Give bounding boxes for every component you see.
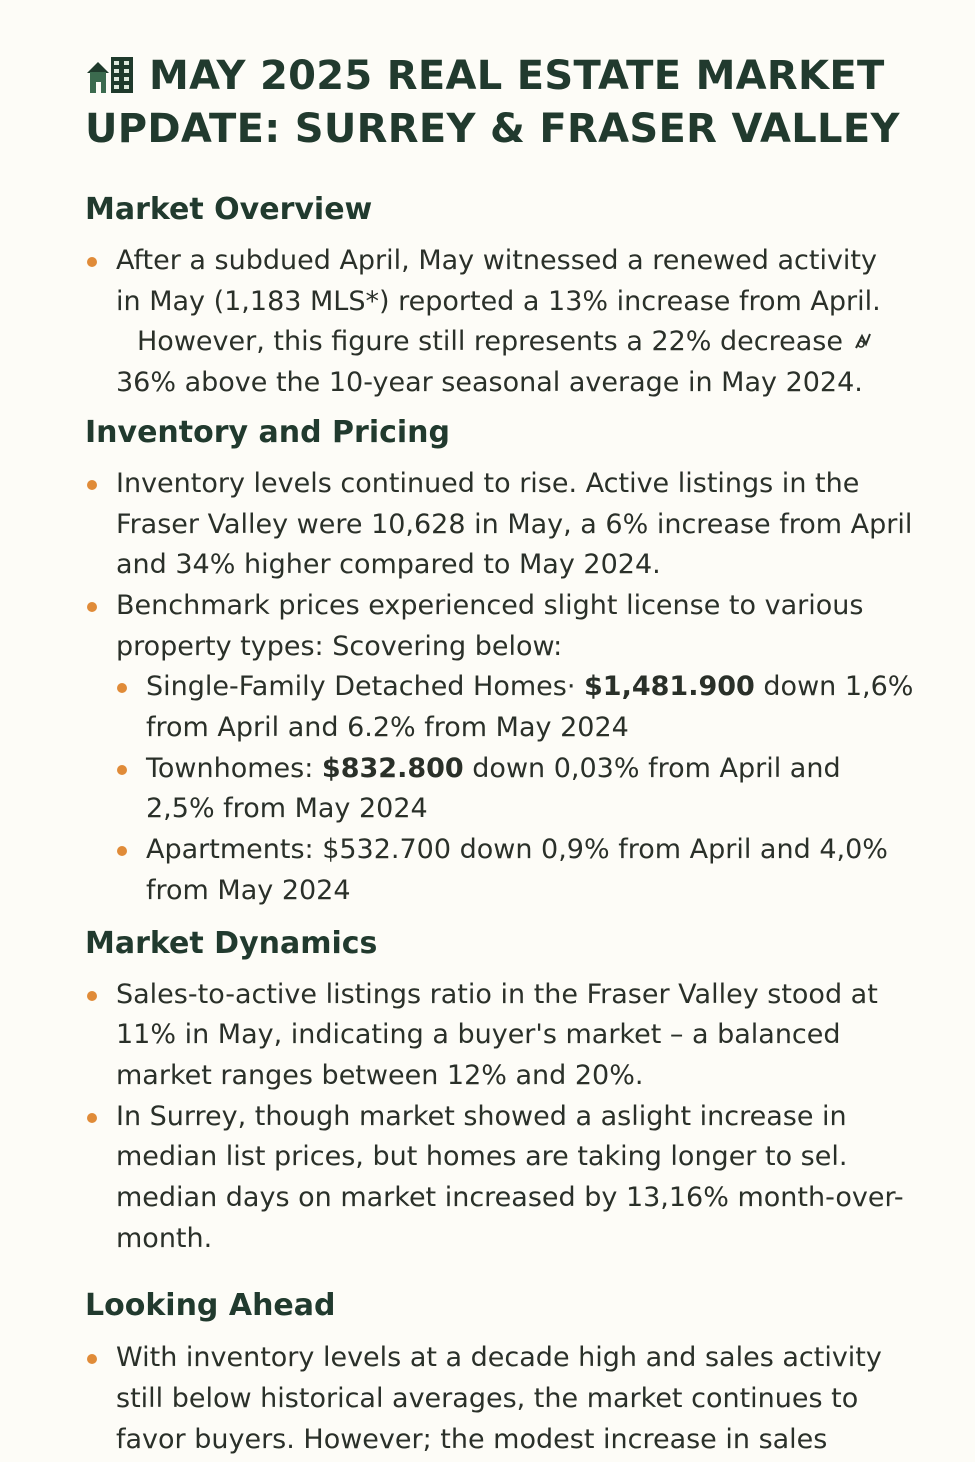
- list-looking-ahead: [85, 1338, 915, 1460]
- heading-looking-ahead: Looking Ahead: [85, 1288, 336, 1324]
- detached-change: down 1,6% from April and 6.2% from May 2024: [146, 671, 914, 744]
- list-inventory-pricing: [85, 464, 915, 912]
- overview-line-3: However, this figure still represents a 22% decrease: [137, 326, 843, 358]
- scribble-icon: [852, 330, 874, 352]
- list-market-overview: [85, 241, 915, 404]
- townhomes-change: down 0,03% from April and 2,5% from May 2024: [146, 752, 841, 825]
- overview-line-4: 36% above the 10-year seasonal average in May 2024.: [116, 367, 863, 399]
- heading-inventory-pricing: Inventory and Pricing: [85, 414, 451, 450]
- list-item: Benchmark prices experienced slight license to various property types: Scovering below:: [85, 586, 915, 667]
- list-item-detached: [115, 667, 915, 748]
- page-title: [85, 50, 915, 156]
- list-item-apartments: Apartments: $532.700 down 0,9% from April and 4,0% from May 2024: [115, 830, 915, 911]
- list-market-dynamics: [85, 975, 915, 1260]
- overview-line-1: After a subdued April, May witnessed a renewed activity: [116, 245, 877, 276]
- overview-line-2: in May (1,183 MLS*) reported a 13% increase from April.: [116, 285, 881, 317]
- building-icon: [85, 57, 143, 93]
- list-item: With inventory levels at a decade high and sales activity still below historical averages, the market continues to favor buyers. However; the modest increase in sales: [85, 1338, 915, 1460]
- list-item: In Surrey, though market showed a aslight increase in median list prices, but homes are taking longer to sel. median days on market increased by 13,16% month-over-month.: [85, 1097, 915, 1260]
- list-item: Inventory levels continued to rise. Active listings in the Fraser Valley were 10,628 in May, a 6% increase from April and 34% higher compared to May 2024.: [85, 464, 915, 586]
- heading-market-overview: Market Overview: [85, 192, 373, 227]
- list-item-townhomes: [115, 749, 915, 830]
- list-item: [85, 241, 915, 404]
- detached-label: Single-Family Detached Homes·: [146, 671, 576, 703]
- heading-market-dynamics: Market Dynamics: [85, 925, 378, 961]
- list-item: Sales-to-active listings ratio in the Fraser Valley stood at 11% in May, indicating a buyer's market – a balanced market ranges between 12% and 20%.: [85, 975, 915, 1097]
- townhomes-label: Townhomes:: [146, 752, 314, 784]
- page-title-text: MAY 2025 REAL ESTATE MARKET UPDATE: SURREY & FRASER VALLEY: [85, 53, 900, 152]
- townhomes-price: $832.800: [321, 752, 464, 784]
- detached-price: $1,481.900: [584, 671, 755, 703]
